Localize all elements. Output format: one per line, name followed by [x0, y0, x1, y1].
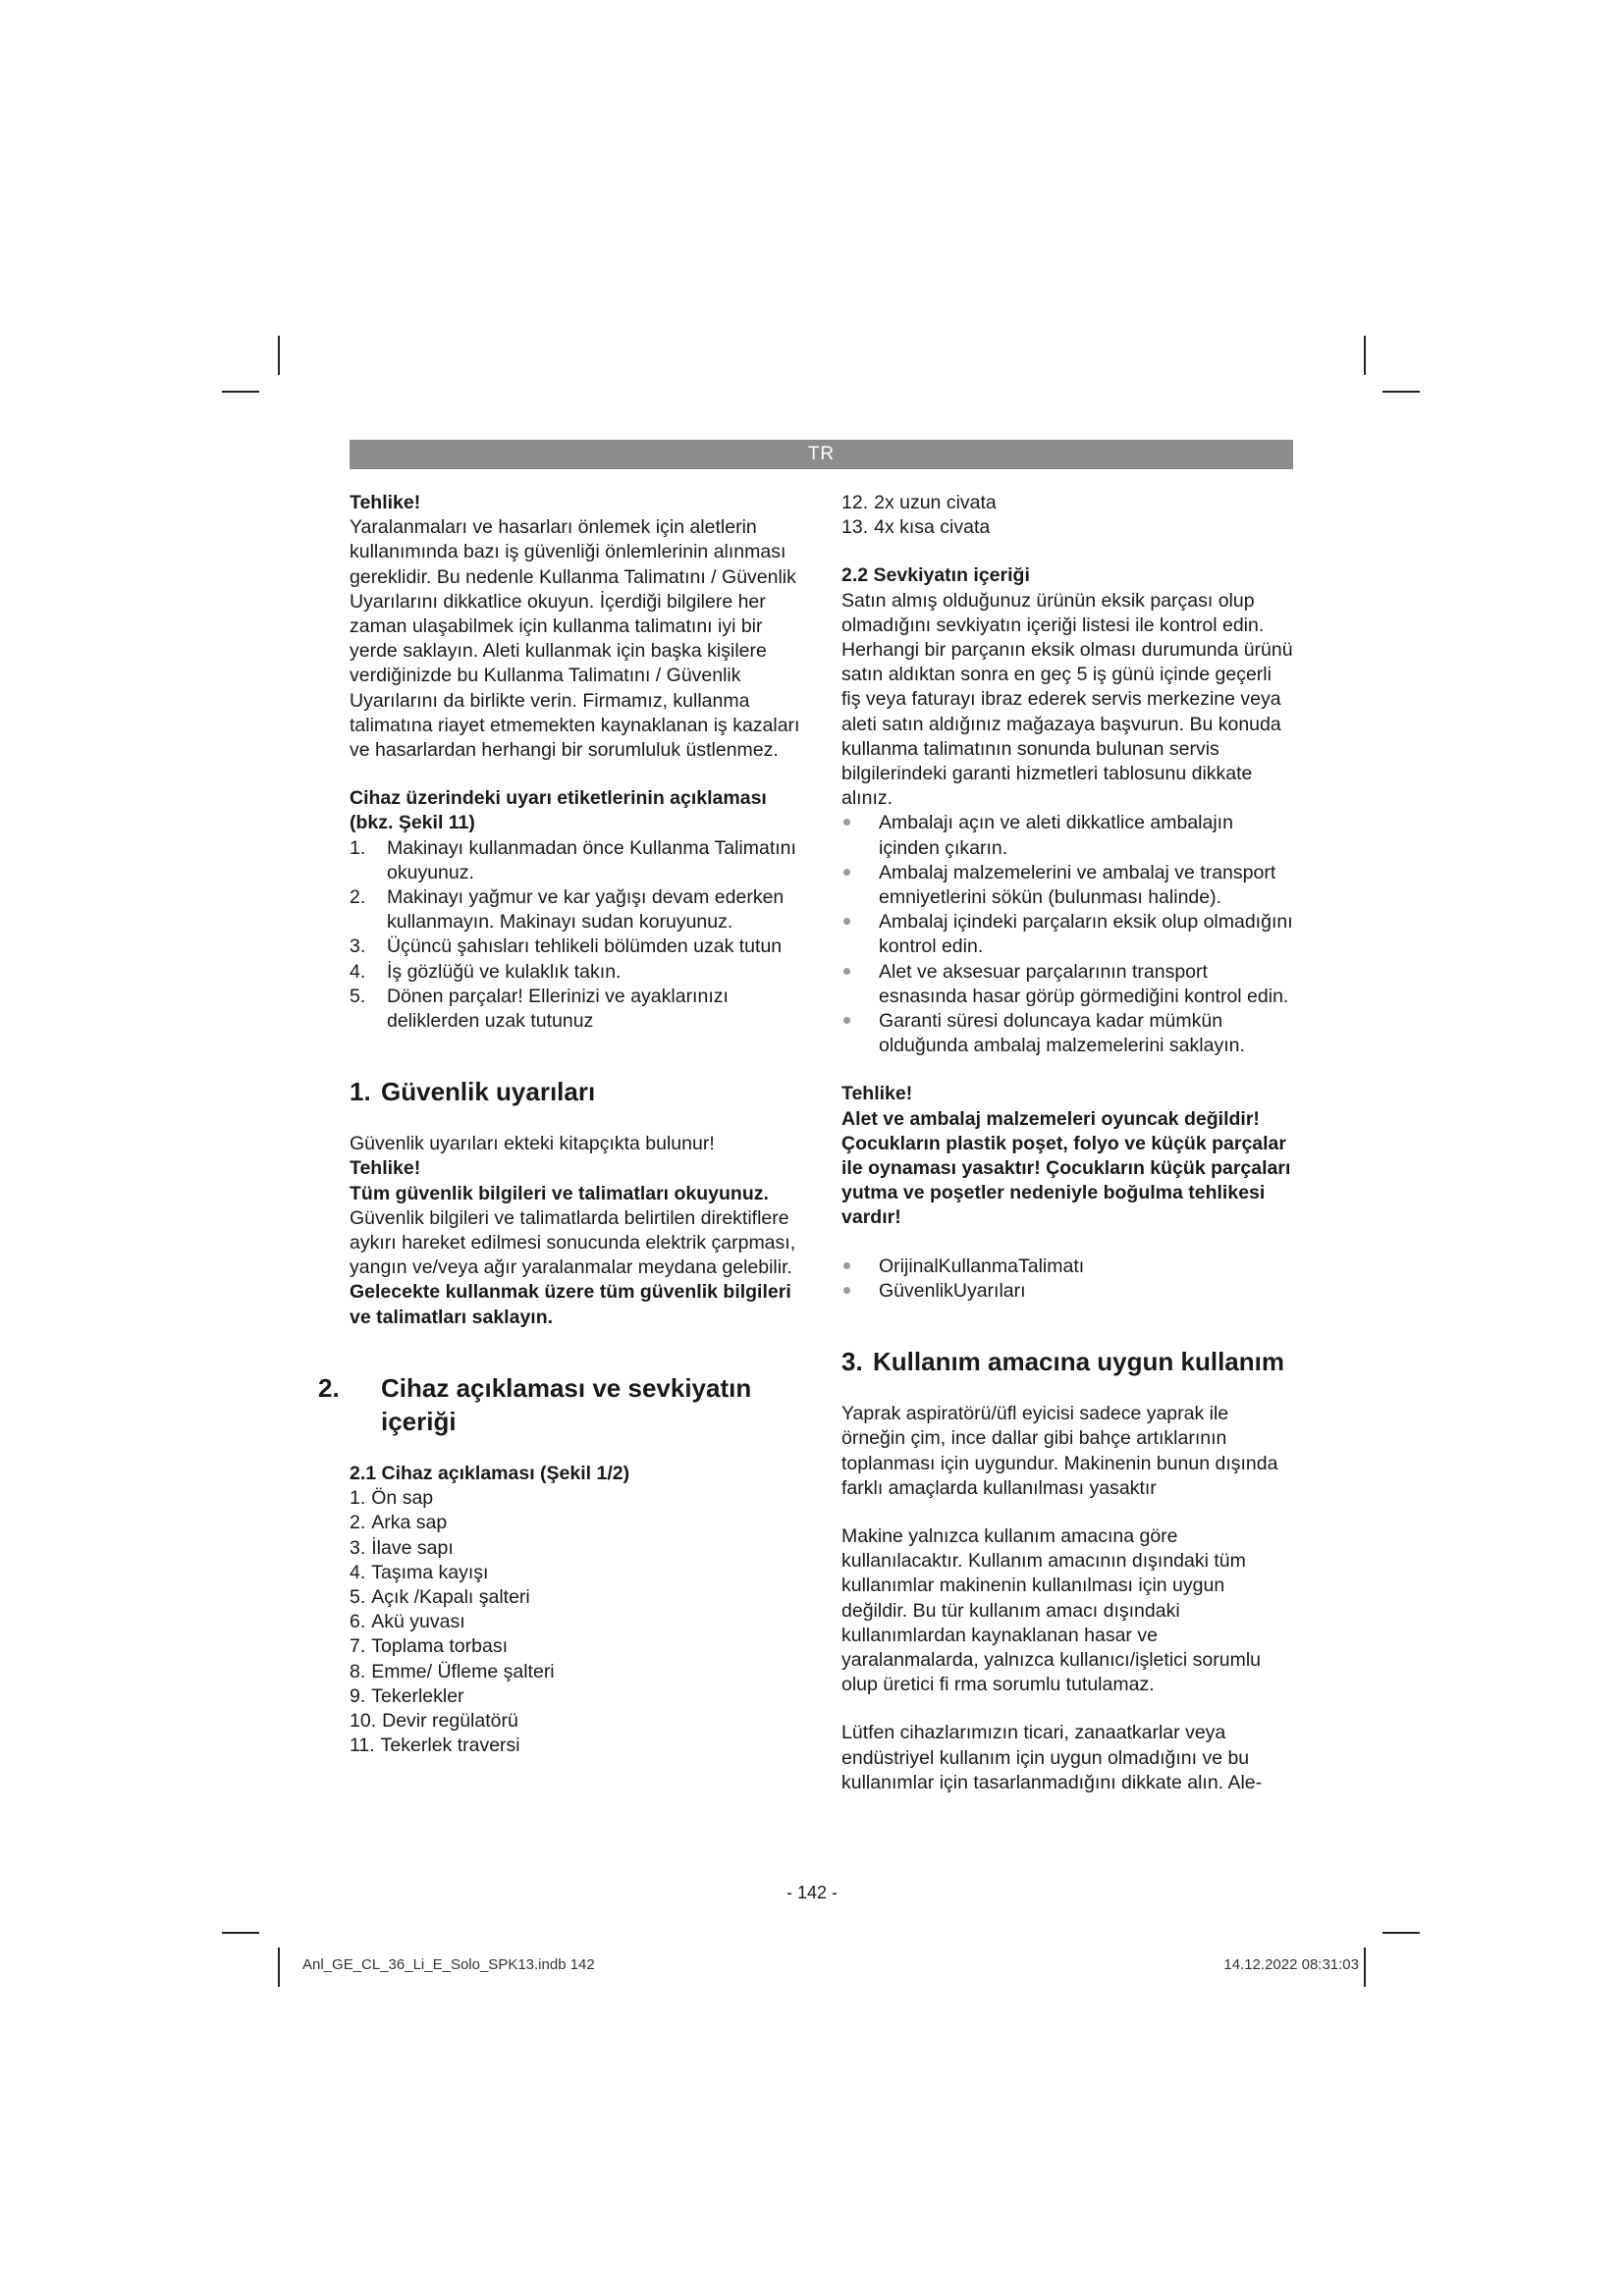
section-2-2-title: 2.2 Sevkiyatın içeriği [841, 564, 1030, 587]
list-item-text: Ön sap [371, 1487, 434, 1510]
list-item-text: Arka sap [371, 1512, 448, 1534]
delivery-contents-text: Satın almış olduğunuz ürünün eksik parçası olup olmadığını sevkiyatın içeriği listesi ile kontrol edin. Herhangi bir parçanın eksik olması durumunda ürünü satın aldıktan sonra en geç 5 iş günü içinde geçerli fiş veya faturayı ibraz ederek servis merkezine veya aleti satın aldığınız mağazaya başvurun. Bu konuda kullanma talimatının sonunda bulunan servis bilgilerindeki garanti hizmetleri tablosunu dikkate alınız. [841, 589, 1293, 810]
list-item [350, 1734, 801, 1758]
bullet-icon [843, 1262, 850, 1269]
intended-use-paragraph-3: Lütfen cihazlarımızın ticari, zanaatkarlar veya endüstriyel kullanım için uygun olmadığını ve bu kullanımlar için tasarlanmadığını dikkate alın. Ale- [841, 1722, 1263, 1793]
footer-filename: Anl_GE_CL_36_Li_E_Solo_SPK13.indb 142 [302, 1956, 595, 1973]
list-item-text: 4x kısa civata [874, 516, 991, 539]
list-item-number: 5. [350, 1585, 366, 1608]
list-item-number: 3. [350, 1536, 366, 1559]
bullet-text: Alet ve aksesuar parçalarının transport esnasında hasar görüp görmediğini kontrol edin. [879, 960, 1289, 1007]
list-item [350, 885, 801, 934]
section-2-1-title: 2.1 Cihaz açıklaması (Şekil 1/2) [350, 1462, 630, 1484]
list-item-number: 7. [350, 1635, 366, 1658]
bullet-item [841, 1009, 1293, 1058]
list-item-text: Makinayı kullanmadan önce Kullanma Talimatını okuyunuz. [387, 836, 796, 883]
list-item-text: Toplama torbası [371, 1635, 509, 1658]
bullet-text: OrijinalKullanmaTalimatı [879, 1255, 1085, 1277]
list-item-number: 2. [350, 886, 366, 909]
list-item-number: 11. [350, 1735, 375, 1757]
bullet-item [841, 811, 1293, 860]
bullet-item [841, 1255, 1293, 1279]
list-item-number: 4. [350, 1561, 366, 1583]
section-3-heading: 3. Kullanım amacına uygun kullanım [841, 1347, 1284, 1377]
list-item-number: 12. [841, 492, 869, 513]
list-item-number: 2. [350, 1512, 366, 1534]
list-item-text: Üçüncü şahısları tehlikeli bölümden uzak tutun [387, 935, 783, 958]
list-item-text: Devir regülatörü [382, 1709, 518, 1732]
crop-mark [1364, 336, 1366, 375]
list-item [350, 1511, 801, 1535]
list-item-number: 8. [350, 1660, 366, 1682]
list-item [841, 515, 1293, 540]
bullet-text: Garanti süresi doluncaya kadar mümkün olduğunda ambalaj malzemelerini saklayın. [879, 1010, 1245, 1057]
list-item-number: 10. [350, 1709, 377, 1732]
list-item [350, 934, 801, 959]
list-item [350, 1536, 801, 1561]
list-item-text: İş gözlüğü ve kulaklık takın. [387, 960, 622, 983]
list-item-text: İlave sapı [371, 1536, 454, 1559]
list-item [350, 1634, 801, 1659]
crop-mark [1382, 391, 1420, 393]
crop-mark [222, 1932, 259, 1934]
list-item [350, 1585, 801, 1610]
left-column [318, 491, 801, 1758]
right-column [841, 491, 1293, 1795]
list-item-number: 6. [350, 1611, 366, 1633]
list-item [350, 836, 801, 885]
footer-timestamp: 14.12.2022 08:31:03 [1223, 1956, 1359, 1973]
list-item [350, 1660, 801, 1684]
list-item [350, 1709, 801, 1734]
safety-note: Güvenlik uyarıları ekteki kitapçıkta bulunur! [350, 1133, 715, 1155]
list-item-number: 3. [350, 935, 366, 958]
list-item-number: 9. [350, 1684, 366, 1707]
warning-labels-list [350, 836, 801, 1035]
bullet-text: Ambalaj içindeki parçaların eksik olup olmadığını kontrol edin. [879, 911, 1293, 958]
bullet-icon [843, 918, 850, 925]
language-header-bar: TR [350, 440, 1293, 469]
bullet-item [841, 960, 1293, 1009]
bullet-icon [843, 869, 850, 876]
list-item [841, 491, 1293, 515]
list-item [350, 1486, 801, 1511]
bullet-text: GüvenlikUyarıları [879, 1279, 1026, 1302]
danger-title: Tehlike! [350, 1157, 421, 1180]
list-item-text: Akü yuvası [371, 1611, 465, 1633]
crop-mark [278, 1948, 280, 1987]
list-item-number: 13. [841, 516, 869, 539]
intended-use-paragraph-1: Yaprak aspiratörü/üfl eyicisi sadece yaprak ile örneğin çim, ince dallar gibi bahçe artıklarının toplanması için uygundur. Makinenin bunun dışında farklı amaçlarda kullanılması yasaktır [841, 1403, 1278, 1499]
list-item-number: 5. [350, 985, 366, 1007]
list-item-number: 1. [350, 1487, 366, 1510]
bullet-icon [843, 1287, 850, 1294]
bullet-item [841, 910, 1293, 959]
list-item-text: 2x uzun civata [874, 492, 997, 513]
list-item [350, 1684, 801, 1709]
device-parts-list [350, 1486, 801, 1758]
list-item-number: 4. [350, 960, 366, 983]
list-item [350, 1561, 801, 1585]
list-item-text: Dönen parçalar! Ellerinizi ve ayaklarınızı deliklerden uzak tutunuz [387, 985, 729, 1033]
list-item [350, 960, 801, 985]
list-item-number: 1. [350, 836, 366, 859]
bullet-text: Ambalajı açın ve aleti dikkatlice ambalajın içinden çıkarın. [879, 812, 1233, 859]
packaging-danger-text: Alet ve ambalaj malzemeleri oyuncak değildir! Çocukların plastik poşet, folyo ve küçük parçalar ile oynaması yasaktır! Çocukların küçük parçaları yutma ve poşetler nedeniyle boğulma tehlikesi vardır! [841, 1107, 1291, 1229]
list-item-text: Emme/ Üfleme şalteri [371, 1660, 555, 1682]
device-parts-list-continued [841, 491, 1293, 540]
unpacking-steps-list [841, 811, 1293, 1058]
intended-use-paragraph-2: Makine yalnızca kullanım amacına göre kullanılacaktır. Kullanım amacının dışındaki tüm kullanımlar makinenin kullanılması için uygun değildir. Bu tür kullanım amacı dışındaki kullanımlardan kaynaklanan hasar ve yaralanmalarda, yalnızca kullanıcı/işletici sorumlu olup üretici fi rma sorumlu tutulamaz. [841, 1524, 1262, 1696]
bullet-item [841, 861, 1293, 910]
bullet-icon [843, 1017, 850, 1024]
warning-labels-title: Cihaz üzerindeki uyarı etiketlerinin açıklaması (bkz. Şekil 11) [350, 787, 767, 834]
list-item [350, 985, 801, 1034]
danger-text: Yaralanmaları ve hasarları önlemek için aletlerin kullanımında bazı iş güvenliği önlemlerinin alınması gereklidir. Bu nedenle Kullanma Talimatını / Güvenlik Uyarılarını dikkatlice okuyun. İçerdiği bilgilere her zaman ulaşabilmek için kullanma talimatını iyi bir yerde saklayın. Aleti kullanmak için başka kişilere verdiğinizde bu Kullanma Talimatını / Güvenlik Uyarılarını da birlikte verin. Firmamız, kullanma talimatına riayet etmemekten kaynaklanan iş kazaları ve hasarlardan herhangi bir sorumluluk üstlenmez. [350, 516, 800, 762]
list-item-text: Makinayı yağmur ve kar yağışı devam ederken kullanmayın. Makinayı sudan koruyunuz. [387, 886, 785, 934]
bullet-icon [843, 968, 850, 975]
crop-mark [1364, 1948, 1366, 1987]
bullet-item [841, 1279, 1293, 1304]
list-item-text: Taşıma kayışı [371, 1561, 489, 1583]
section-2-heading: 2. Cihaz açıklaması ve sevkiyatın içeriği [318, 1372, 752, 1436]
list-item-text: Tekerlekler [371, 1684, 464, 1707]
danger-title: Tehlike! [841, 1083, 913, 1105]
list-item-text: Tekerlek traversi [380, 1735, 520, 1757]
list-item-text: Açık /Kapalı şalteri [371, 1585, 530, 1608]
crop-mark [278, 336, 280, 375]
bullet-text: Ambalaj malzemelerini ve ambalaj ve transport emniyetlerini sökün (bulunması halinde). [879, 861, 1276, 909]
crop-mark [1382, 1932, 1420, 1934]
page-number: - 142 - [785, 1883, 839, 1902]
danger-title: Tehlike! [350, 492, 421, 513]
list-item [350, 1610, 801, 1634]
section-1-heading: 1. Güvenlik uyarıları [350, 1077, 596, 1107]
safety-instructions-text: Tüm güvenlik bilgileri ve talimatları okuyunuz. Güvenlik bilgileri ve talimatlarda belirtilen direktiflere aykırı hareket edilmesi sonucunda elektrik çarpması, yangın ve/veya ağır yaralanmalar meydana gelebilir. Gelecekte kullanmak üzere tüm güvenlik bilgileri ve talimatları saklayın. [350, 1182, 796, 1328]
bullet-icon [843, 819, 850, 826]
crop-mark [222, 391, 259, 393]
included-documents-list [841, 1255, 1293, 1304]
